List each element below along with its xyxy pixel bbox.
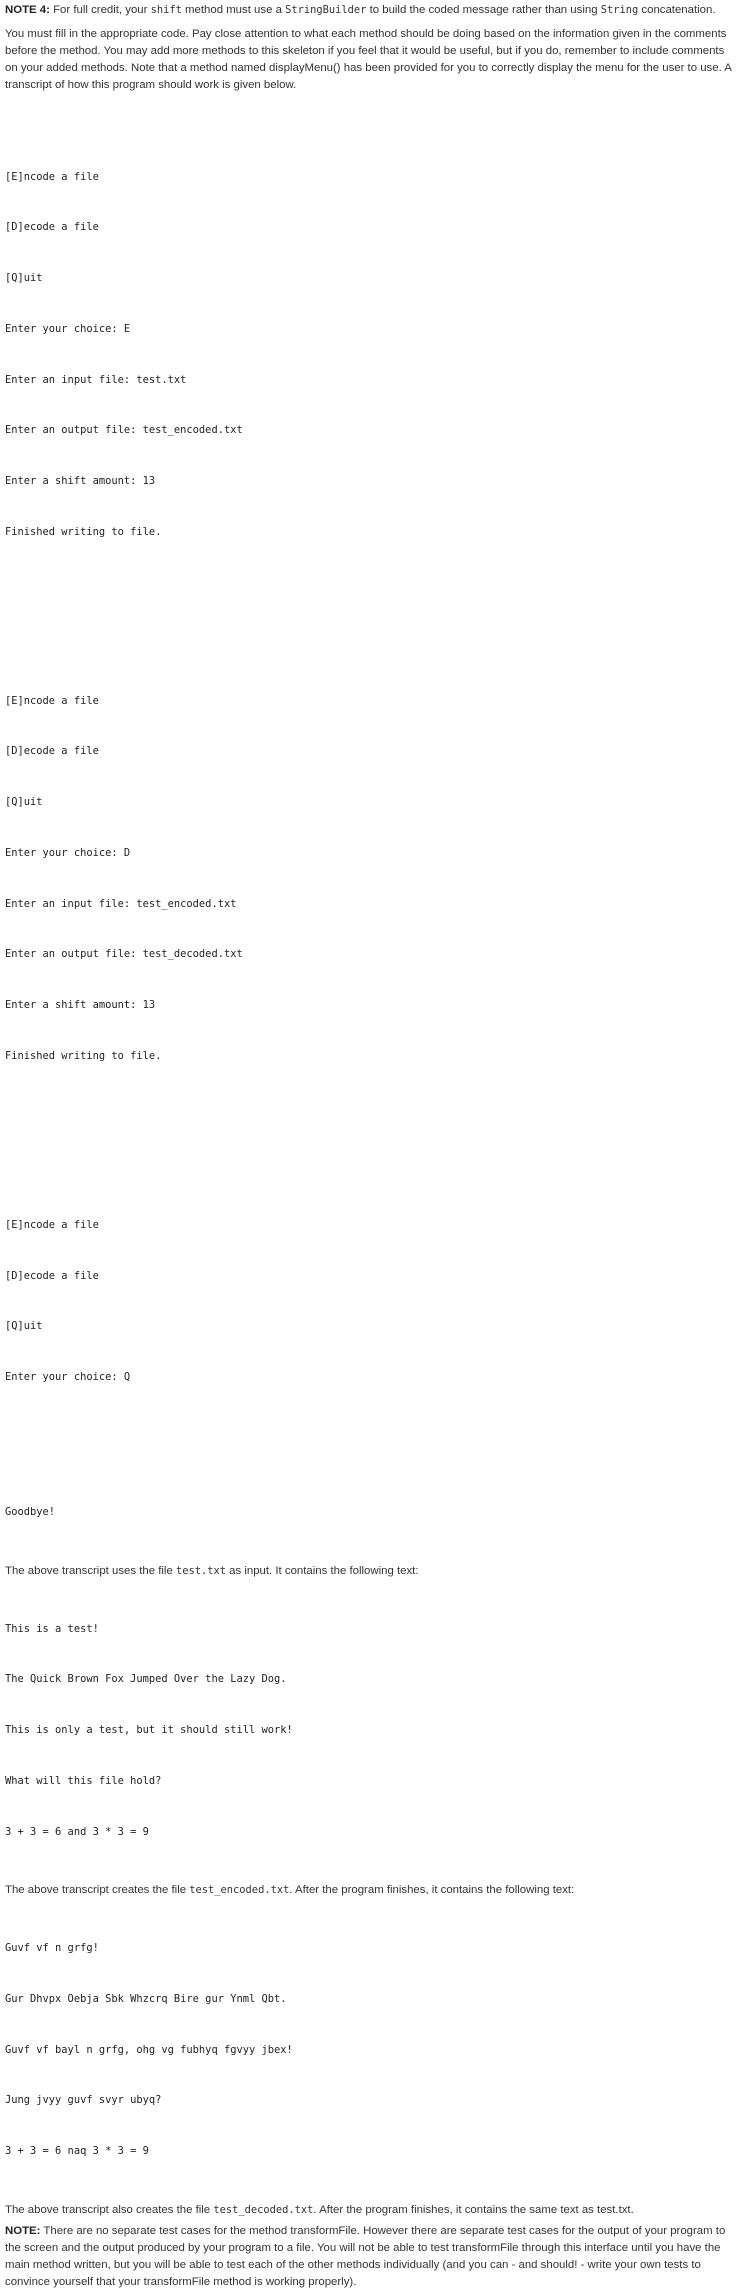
blank-line — [5, 1132, 732, 1149]
encoded-file-paragraph — [5, 1882, 732, 1899]
code-stringbuilder: StringBuilder — [285, 4, 367, 16]
transcript-goodbye: Goodbye! — [5, 1506, 56, 1519]
blank-line — [5, 608, 732, 625]
program-transcript — [5, 101, 732, 1555]
note4-text: method must use a — [181, 4, 286, 16]
code-shift: shift — [150, 4, 182, 16]
transcript-block — [5, 659, 732, 1099]
file-line: Jung jvyy guvf svyr ubyq? — [5, 2094, 162, 2107]
code-test-decoded: test_decoded.txt — [213, 2203, 314, 2216]
transcript-line: Enter an output file: test_encoded.txt — [5, 424, 243, 437]
transcript-line: [E]ncode a file — [5, 170, 99, 183]
encoded-para-text: . After the program finishes, it contains the following text: — [289, 1884, 575, 1897]
transcript-block — [5, 135, 732, 575]
transcript-block — [5, 1183, 732, 1420]
file-line: What will this file hold? — [5, 1774, 162, 1787]
transcript-line: Finished writing to file. — [5, 525, 162, 538]
code-string: String — [600, 4, 639, 16]
note4-text: to build the coded message rather than using — [366, 4, 601, 16]
decoded-file-paragraph — [5, 2202, 732, 2219]
transcript-line: [Q]uit — [5, 1320, 43, 1333]
transcript-line: Finished writing to file. — [5, 1049, 162, 1062]
code-test-txt: test.txt — [175, 1564, 226, 1577]
file-line: This is only a test, but it should still work! — [5, 1724, 293, 1737]
decoded-para-text: The above transcript also creates the file — [5, 2203, 214, 2216]
final-note-paragraph — [5, 2223, 732, 2291]
input-para-text: as input. It contains the following text: — [226, 1564, 419, 1577]
transcript-line: Enter your choice: Q — [5, 1370, 131, 1383]
transcript-line: [Q]uit — [5, 796, 43, 809]
input-para-text: The above transcript uses the file — [5, 1564, 176, 1577]
transcript-line: Enter an input file: test_encoded.txt — [5, 897, 237, 910]
file-line: Guvf vf bayl n grfg, ohg vg fubhyq fgvyy jbex! — [5, 2043, 293, 2056]
transcript-line: Enter a shift amount: 13 — [5, 999, 156, 1012]
transcript-line: Enter an output file: test_decoded.txt — [5, 948, 243, 961]
encoded-para-text: The above transcript creates the file — [5, 1884, 190, 1897]
final-note-label: NOTE: — [5, 2224, 41, 2237]
file-line: 3 + 3 = 6 naq 3 * 3 = 9 — [5, 2144, 149, 2157]
input-file-contents — [5, 1587, 732, 1874]
transcript-line: Enter a shift amount: 13 — [5, 474, 156, 487]
file-line: 3 + 3 = 6 and 3 * 3 = 9 — [5, 1825, 149, 1838]
note4-label: NOTE 4: — [5, 4, 50, 16]
transcript-line: [D]ecode a file — [5, 1269, 99, 1282]
note4-text: For full credit, your — [49, 4, 151, 16]
final-note-text: There are no separate test cases for the method transformFile. However there are separate test cases for the output of your program to the screen and the output produced by your program to a file. You will not be able to test transformFile through this interface until you have the main method written, but you will be able to test each of the other methods individually (and you can - and should! - write your own tests to convince yourself that your transformFile method is working properly). — [5, 2224, 726, 2288]
transcript-line: [Q]uit — [5, 272, 43, 285]
transcript-line: Enter your choice: E — [5, 322, 131, 335]
transcript-line: Enter an input file: test.txt — [5, 373, 187, 386]
file-line: Gur Dhvpx Oebja Sbk Whzcrq Bire gur Ynml Qbt. — [5, 1992, 287, 2005]
encoded-file-contents — [5, 1906, 732, 2193]
transcript-line: Enter your choice: D — [5, 846, 131, 859]
note4-text: concatenation. — [638, 4, 716, 16]
file-line: This is a test! — [5, 1622, 99, 1635]
instructions-paragraph: You must fill in the appropriate code. Pay close attention to what each method should be doing based on the information given in the comments before the method. You may add more methods to this skeleton if you feel that it would be useful, but if you do, remember to include comments on your added methods. Note that a method named displayMenu() has been provided for you to correctly display the menu for the user to use. A transcript of how this program should work is given below. — [5, 28, 732, 91]
decoded-para-text: . After the program finishes, it contains the same text as test.txt. — [313, 2203, 634, 2216]
transcript-line: [D]ecode a file — [5, 221, 99, 234]
file-line: Guvf vf n grfg! — [5, 1942, 99, 1955]
file-line: The Quick Brown Fox Jumped Over the Lazy Dog. — [5, 1673, 287, 1686]
transcript-line: [E]ncode a file — [5, 694, 99, 707]
transcript-line: [E]ncode a file — [5, 1218, 99, 1231]
code-test-encoded: test_encoded.txt — [189, 1884, 290, 1897]
transcript-line: [D]ecode a file — [5, 745, 99, 758]
blank-line — [5, 1453, 732, 1470]
input-file-paragraph — [5, 1563, 732, 1580]
note4-paragraph — [5, 2, 732, 19]
